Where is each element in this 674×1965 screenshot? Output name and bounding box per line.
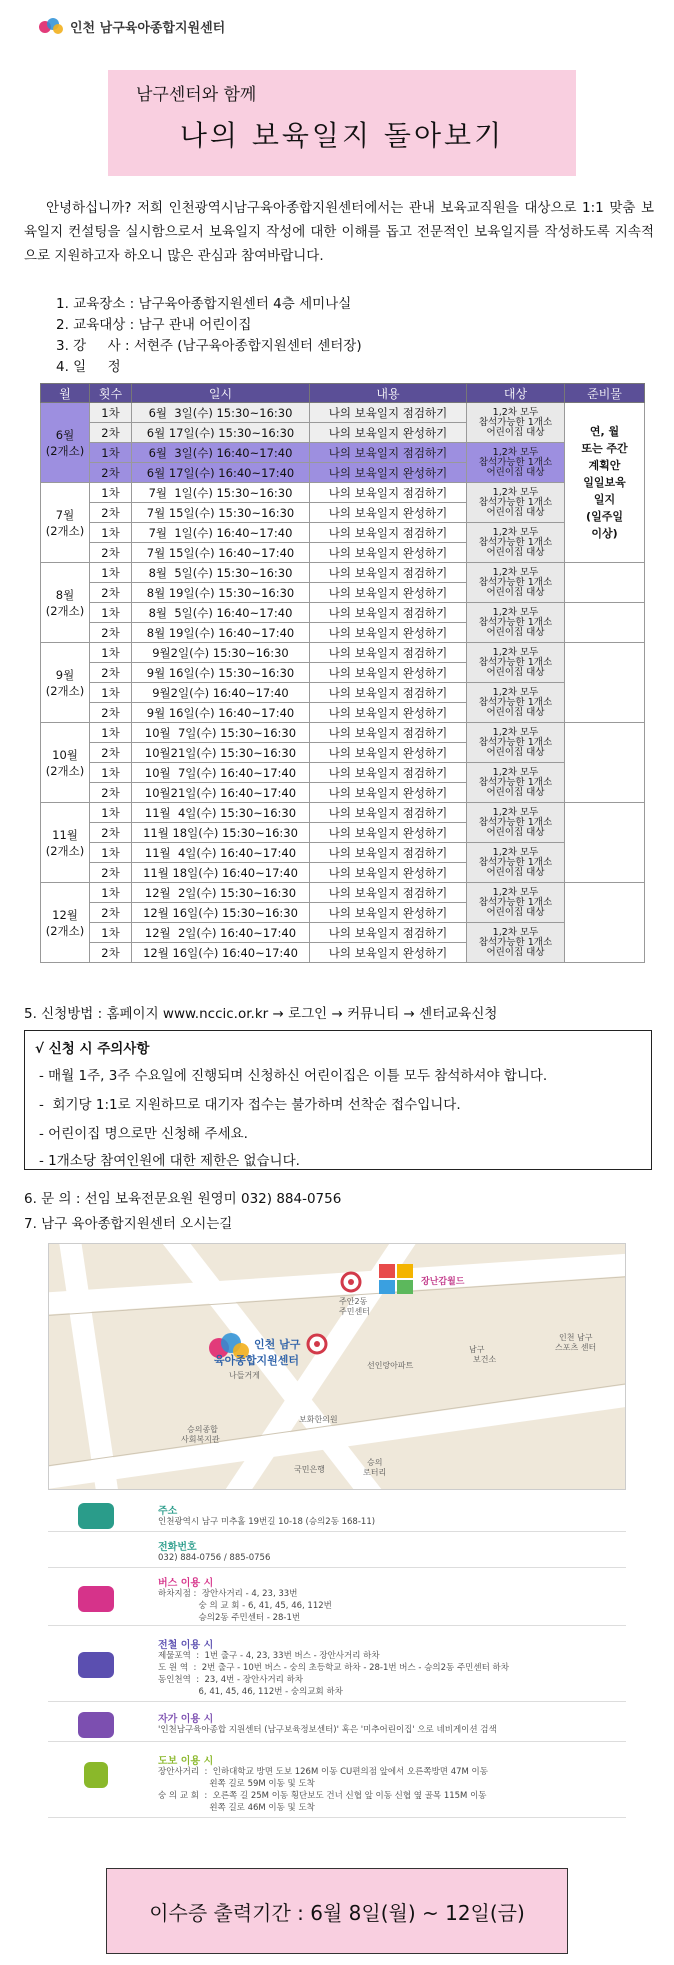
- target-cell: 1,2차 모두 참석가능한 1개소 어린이집 대상: [467, 443, 565, 483]
- content-cell: 나의 보육일지 점검하기: [310, 723, 467, 743]
- table-header-row: [41, 384, 645, 403]
- target-cell: 1,2차 모두 참석가능한 1개소 어린이집 대상: [467, 403, 565, 443]
- car-icon: [78, 1712, 114, 1738]
- round-cell: 1차: [90, 803, 132, 823]
- notice-box: [24, 1030, 652, 1170]
- org-logo-icon: [38, 15, 64, 37]
- legend-body: 제물포역 : 1번 출구 - 4, 23, 33번 버스 - 장안사거리 하차 도 원 역 : 2번 출구 - 10번 버스 - 숭의 초등학교 하차 - 28-1번 버스 - 승의2동 주민센터 하차 동인천역 : 23, 4번 - 장안사거리 하차 6, 41, 45, 46, 112번 - 숭의교회 하차: [158, 1651, 509, 1697]
- datetime-cell: 6월 17일(수) 16:40~17:40: [132, 463, 310, 483]
- legend-body: '인천남구육아종합 지원센터 (남구보육정보센터)' 혹은 '미추어린이집' 으로 네비게이션 검색: [158, 1725, 497, 1735]
- org-logo: [38, 14, 225, 38]
- directions-legend: [48, 1494, 626, 1824]
- target-cell: 1,2차 모두 참석가능한 1개소 어린이집 대상: [467, 643, 565, 683]
- content-cell: 나의 보육일지 점검하기: [310, 883, 467, 903]
- notice-item: - 어린이집 명으로만 신청해 주세요.: [39, 1126, 248, 1142]
- datetime-cell: 9월 16일(수) 16:40~17:40: [132, 703, 310, 723]
- content-cell: 나의 보육일지 완성하기: [310, 743, 467, 763]
- datetime-cell: 11월 18일(수) 16:40~17:40: [132, 863, 310, 883]
- map-label: 승의: [367, 1458, 383, 1467]
- datetime-cell: 10월21일(수) 15:30~16:30: [132, 743, 310, 763]
- map-label: 남구: [469, 1345, 485, 1354]
- notice-item: - 회기당 1:1로 지원하므로 대기자 접수는 불가하며 선착순 접수입니다.: [39, 1097, 461, 1113]
- content-cell: 나의 보육일지 완성하기: [310, 543, 467, 563]
- intro-paragraph: 안녕하십니까? 저희 인천광역시남구육아종합지원센터에서는 관내 보육교직원을 대상으로 1:1 맞춤 보육일지 컨설팅을 실시함으로서 보육일지 작성에 대한 이해를 돕고 전문적인 보육일지를 작성하도록 지속적으로 지원하고자 하오니 많은 관심과 참여바랍니다.: [24, 200, 654, 264]
- round-cell: 1차: [90, 603, 132, 623]
- map-label: 주민센터: [339, 1307, 370, 1316]
- datetime-cell: 6월 17일(수) 15:30~16:30: [132, 423, 310, 443]
- legend-row-walk: [48, 1750, 626, 1818]
- target-cell: 1,2차 모두 참석가능한 1개소 어린이집 대상: [467, 763, 565, 803]
- round-cell: 1차: [90, 643, 132, 663]
- legend-body: 032) 884-0756 / 885-0756: [158, 1553, 271, 1563]
- legend-title: 자가 이용 시: [158, 1714, 214, 1725]
- month-cell: 12월 (2개소): [41, 883, 90, 963]
- banner-subtitle: 남구센터와 함께: [136, 85, 257, 105]
- round-cell: 1차: [90, 443, 132, 463]
- month-cell: 9월 (2개소): [41, 643, 90, 723]
- datetime-cell: 6월 3일(수) 15:30~16:30: [132, 403, 310, 423]
- round-cell: 2차: [90, 783, 132, 803]
- datetime-cell: 10월21일(수) 16:40~17:40: [132, 783, 310, 803]
- prep-empty-cell: [565, 603, 645, 643]
- round-cell: 2차: [90, 583, 132, 603]
- datetime-cell: 9월2일(수) 16:40~17:40: [132, 683, 310, 703]
- month-cell: 10월 (2개소): [41, 723, 90, 803]
- content-cell: 나의 보육일지 점검하기: [310, 643, 467, 663]
- title-banner: [108, 70, 576, 176]
- header-prep: 준비물: [565, 384, 645, 403]
- datetime-cell: 7월 15일(수) 15:30~16:30: [132, 503, 310, 523]
- datetime-cell: 11월 4일(수) 16:40~17:40: [132, 843, 310, 863]
- prep-empty-cell: [565, 883, 645, 963]
- round-cell: 2차: [90, 943, 132, 963]
- content-cell: 나의 보육일지 점검하기: [310, 803, 467, 823]
- prep-empty-cell: [565, 563, 645, 603]
- target-cell: 1,2차 모두 참석가능한 1개소 어린이집 대상: [467, 483, 565, 523]
- datetime-cell: 8월 19일(수) 15:30~16:30: [132, 583, 310, 603]
- legend-row-bus: [48, 1572, 626, 1626]
- round-cell: 2차: [90, 663, 132, 683]
- content-cell: 나의 보육일지 점검하기: [310, 483, 467, 503]
- month-cell: 11월 (2개소): [41, 803, 90, 883]
- content-cell: 나의 보육일지 완성하기: [310, 943, 467, 963]
- table-row: [41, 443, 645, 463]
- datetime-cell: 7월 1일(수) 15:30~16:30: [132, 483, 310, 503]
- table-row: [41, 923, 645, 943]
- datetime-cell: 8월 19일(수) 16:40~17:40: [132, 623, 310, 643]
- notice-item: - 1개소당 참여인원에 대한 제한은 없습니다.: [39, 1153, 300, 1169]
- legend-body: 장안사거리 : 인하대학교 방면 도보 126M 이동 CU편의점 앞에서 오른쪽방면 47M 이동 왼쪽 길로 59M 이동 및 도착 숭 의 교 회 : 오른쪽 길 25M 이동 횡단보도 건너 신협 앞 이동 신협 옆 골목 115M 이동 왼쪽 길로 46M 이동 및 도착: [158, 1767, 488, 1813]
- round-cell: 2차: [90, 903, 132, 923]
- round-cell: 1차: [90, 683, 132, 703]
- legend-title: 전철 이용 시: [158, 1640, 214, 1651]
- directions-heading: 7. 남구 육아종합지원센터 오시는길: [24, 1216, 233, 1232]
- content-cell: 나의 보육일지 완성하기: [310, 663, 467, 683]
- round-cell: 1차: [90, 923, 132, 943]
- table-row: [41, 483, 645, 503]
- banner-title: 나의 보육일지 돌아보기: [179, 119, 505, 152]
- round-cell: 1차: [90, 723, 132, 743]
- round-cell: 2차: [90, 463, 132, 483]
- org-name: 인천 남구육아종합지원센터: [70, 20, 226, 36]
- round-cell: 2차: [90, 503, 132, 523]
- subway-icon: [78, 1652, 114, 1678]
- prep-empty-cell: [565, 723, 645, 803]
- table-row: [41, 803, 645, 823]
- map-label: 국민은행: [294, 1465, 325, 1474]
- info-target: 2. 교육대상 : 남구 관내 어린이집: [56, 317, 252, 333]
- round-cell: 1차: [90, 403, 132, 423]
- map-label: 나들거게: [229, 1371, 260, 1380]
- round-cell: 2차: [90, 743, 132, 763]
- info-schedule: 4. 일 정: [56, 359, 121, 375]
- content-cell: 나의 보육일지 점검하기: [310, 563, 467, 583]
- datetime-cell: 10월 7일(수) 15:30~16:30: [132, 723, 310, 743]
- content-cell: 나의 보육일지 완성하기: [310, 783, 467, 803]
- schedule-table: [40, 383, 645, 963]
- datetime-cell: 12월 16일(수) 15:30~16:30: [132, 903, 310, 923]
- table-row: [41, 883, 645, 903]
- datetime-cell: 12월 2일(수) 15:30~16:30: [132, 883, 310, 903]
- certificate-period: 이수증 출력기간 : 6월 8일(월) ~ 12일(금): [106, 1868, 568, 1954]
- phone-icon: [78, 1503, 114, 1529]
- legend-body: 하차지점 : 장안사거리 - 4, 23, 33번 숭 의 교 회 - 6, 41, 45, 46, 112번 승의2동 주민센터 - 28-1번: [158, 1589, 332, 1623]
- target-cell: 1,2차 모두 참석가능한 1개소 어린이집 대상: [467, 683, 565, 723]
- legend-row-phone: [48, 1536, 626, 1568]
- datetime-cell: 9월2일(수) 15:30~16:30: [132, 643, 310, 663]
- round-cell: 2차: [90, 543, 132, 563]
- datetime-cell: 10월 7일(수) 16:40~17:40: [132, 763, 310, 783]
- map-label: 보화한의원: [299, 1415, 338, 1424]
- target-cell: 1,2차 모두 참석가능한 1개소 어린이집 대상: [467, 523, 565, 563]
- bus-icon: [78, 1586, 114, 1612]
- table-row: [41, 523, 645, 543]
- round-cell: 1차: [90, 843, 132, 863]
- content-cell: 나의 보육일지 완성하기: [310, 623, 467, 643]
- map-label: 육아종합지원센터: [214, 1354, 300, 1367]
- prep-cell: 연, 월 또는 주간 계획안 일일보육 일지 (일주일 이상): [565, 403, 645, 563]
- content-cell: 나의 보육일지 점검하기: [310, 403, 467, 423]
- info-lecturer: 3. 강 사 : 서현주 (남구육아종합지원센터 센터장): [56, 338, 362, 354]
- walking-person-icon: [84, 1762, 108, 1788]
- round-cell: 2차: [90, 823, 132, 843]
- content-cell: 나의 보육일지 점검하기: [310, 523, 467, 543]
- prep-empty-cell: [565, 643, 645, 723]
- datetime-cell: 11월 4일(수) 15:30~16:30: [132, 803, 310, 823]
- table-row: [41, 643, 645, 663]
- content-cell: 나의 보육일지 완성하기: [310, 823, 467, 843]
- map-label: 승의종합: [187, 1425, 218, 1434]
- content-cell: 나의 보육일지 점검하기: [310, 763, 467, 783]
- header-month: 월: [41, 384, 90, 403]
- datetime-cell: 7월 15일(수) 16:40~17:40: [132, 543, 310, 563]
- target-cell: 1,2차 모두 참석가능한 1개소 어린이집 대상: [467, 843, 565, 883]
- map-label: 장난감월드: [421, 1277, 465, 1287]
- round-cell: 1차: [90, 563, 132, 583]
- content-cell: 나의 보육일지 점검하기: [310, 603, 467, 623]
- round-cell: 1차: [90, 483, 132, 503]
- content-cell: 나의 보육일지 완성하기: [310, 703, 467, 723]
- datetime-cell: 6월 3일(수) 16:40~17:40: [132, 443, 310, 463]
- content-cell: 나의 보육일지 점검하기: [310, 683, 467, 703]
- target-cell: 1,2차 모두 참석가능한 1개소 어린이집 대상: [467, 803, 565, 843]
- apply-method: 5. 신청방법 : 홈페이지 www.nccic.or.kr → 로그인 → 커뮤니티 → 센터교육신청: [24, 1006, 498, 1022]
- map-label: 주안2동: [339, 1297, 368, 1306]
- map-label: 인천 남구: [254, 1338, 301, 1351]
- map-label: 보건소: [473, 1355, 497, 1364]
- table-row: [41, 603, 645, 623]
- content-cell: 나의 보육일지 완성하기: [310, 863, 467, 883]
- prep-empty-cell: [565, 803, 645, 883]
- legend-title: 도보 이용 시: [158, 1756, 214, 1767]
- table-row: [41, 563, 645, 583]
- content-cell: 나의 보육일지 점검하기: [310, 923, 467, 943]
- round-cell: 2차: [90, 423, 132, 443]
- datetime-cell: 7월 1일(수) 16:40~17:40: [132, 523, 310, 543]
- legend-row-address: [48, 1500, 626, 1532]
- round-cell: 2차: [90, 703, 132, 723]
- round-cell: 1차: [90, 883, 132, 903]
- location-map: [48, 1243, 626, 1490]
- header-round: 횟수: [90, 384, 132, 403]
- legend-title: 전화번호: [158, 1542, 197, 1553]
- content-cell: 나의 보육일지 완성하기: [310, 583, 467, 603]
- notice-title: √ 신청 시 주의사항: [35, 1041, 150, 1057]
- content-cell: 나의 보육일지 점검하기: [310, 443, 467, 463]
- legend-body: 인천광역시 남구 미추홀 19번길 10-18 (승의2동 168-11): [158, 1517, 376, 1527]
- content-cell: 나의 보육일지 완성하기: [310, 903, 467, 923]
- legend-row-subway: [48, 1634, 626, 1702]
- map-label: 인천 남구: [559, 1333, 593, 1342]
- header-datetime: 일시: [132, 384, 310, 403]
- map-label: 사회복지관: [181, 1435, 220, 1444]
- table-row: [41, 763, 645, 783]
- target-cell: 1,2차 모두 참석가능한 1개소 어린이집 대상: [467, 723, 565, 763]
- map-label: 스포츠 센터: [555, 1343, 597, 1352]
- month-cell: 7월 (2개소): [41, 483, 90, 563]
- table-row: [41, 723, 645, 743]
- datetime-cell: 9월 16일(수) 15:30~16:30: [132, 663, 310, 683]
- info-location: 1. 교육장소 : 남구육아종합지원센터 4층 세미나실: [56, 296, 352, 312]
- legend-title: 버스 이용 시: [158, 1578, 214, 1589]
- round-cell: 1차: [90, 763, 132, 783]
- target-cell: 1,2차 모두 참석가능한 1개소 어린이집 대상: [467, 883, 565, 923]
- month-cell: 8월 (2개소): [41, 563, 90, 643]
- target-cell: 1,2차 모두 참석가능한 1개소 어린이집 대상: [467, 923, 565, 963]
- content-cell: 나의 보육일지 완성하기: [310, 503, 467, 523]
- header-content: 내용: [310, 384, 467, 403]
- header-target: 대상: [467, 384, 565, 403]
- datetime-cell: 11월 18일(수) 15:30~16:30: [132, 823, 310, 843]
- target-cell: 1,2차 모두 참석가능한 1개소 어린이집 대상: [467, 563, 565, 603]
- datetime-cell: 8월 5일(수) 15:30~16:30: [132, 563, 310, 583]
- content-cell: 나의 보육일지 점검하기: [310, 843, 467, 863]
- datetime-cell: 8월 5일(수) 16:40~17:40: [132, 603, 310, 623]
- round-cell: 1차: [90, 523, 132, 543]
- legend-row-car: [48, 1708, 626, 1742]
- round-cell: 2차: [90, 863, 132, 883]
- content-cell: 나의 보육일지 완성하기: [310, 463, 467, 483]
- table-row: [41, 843, 645, 863]
- datetime-cell: 12월 16일(수) 16:40~17:40: [132, 943, 310, 963]
- target-cell: 1,2차 모두 참석가능한 1개소 어린이집 대상: [467, 603, 565, 643]
- datetime-cell: 12월 2일(수) 16:40~17:40: [132, 923, 310, 943]
- content-cell: 나의 보육일지 완성하기: [310, 423, 467, 443]
- table-row: [41, 403, 645, 423]
- round-cell: 2차: [90, 623, 132, 643]
- notice-item: - 매월 1주, 3주 수요일에 진행되며 신청하신 어린이집은 이틀 모두 참석하셔야 합니다.: [39, 1068, 548, 1084]
- month-cell: 6월 (2개소): [41, 403, 90, 483]
- table-row: [41, 683, 645, 703]
- legend-title: 주소: [158, 1506, 178, 1517]
- map-label: 로터리: [363, 1468, 387, 1477]
- map-label: 선인랑아파트: [367, 1361, 414, 1370]
- contact-info: 6. 문 의 : 선임 보육전문요원 원영미 032) 884-0756: [24, 1191, 342, 1207]
